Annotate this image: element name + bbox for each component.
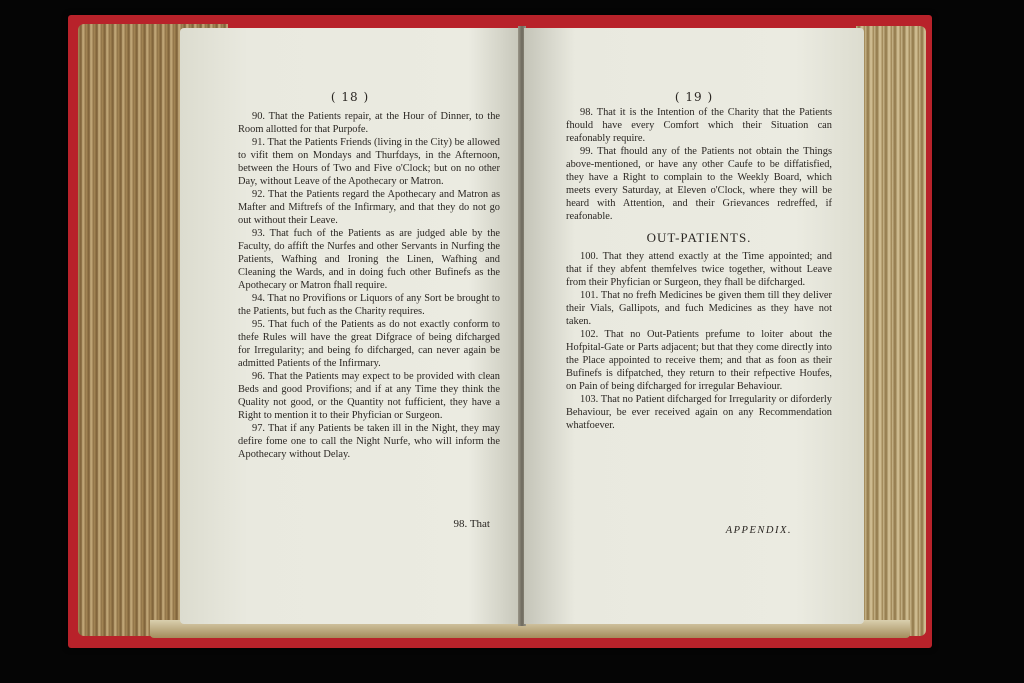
left-page-text: [238, 110, 500, 461]
rule-99: 99. That fhould any of the Patients not obtain the Things above-mentioned, or have any other Caufe to be diffatisfied, they have a Right to complain to the Weekly Board, which meets every Saturday, at Eleven o'Clock, where they will be heard with Attention, and their Grievances redreffed, if reafonable.: [566, 146, 832, 222]
left-page: [180, 28, 520, 624]
rule-95: 95. That fuch of the Patients as do not exactly conform to thefe Rules will have the great Difgrace of being difcharged for Irregularity; and being fo difcharged, can never again be admitted Patients of the Infirmary.: [238, 319, 500, 369]
right-page: [524, 28, 864, 624]
section-heading: OUT-PATIENTS.: [646, 230, 752, 245]
rule-101: 101. That no frefh Medicines be given them till they deliver their Vials, Gallipots, and fuch Medicines as they have not taken.: [566, 290, 832, 327]
rule-93: 93. That fuch of the Patients as are judged able by the Faculty, do affift the Nurfes and other Servants in Nurfing the Patients, Wafhing and Ironing the Linen, Wafhing and Cleaning the Wards, and in doing fuch other Bufinefs as the Apothecary or Matron fhall require.: [238, 228, 500, 291]
catchword: 98. That: [453, 518, 490, 530]
page-number-right: ( 19 ): [674, 90, 714, 104]
rule-98: 98. That it is the Intention of the Charity that the Patients fhould have every Comfort which their Situation can reafonably require.: [566, 107, 832, 144]
right-page-edges: [856, 26, 926, 636]
rule-102: 102. That no Out-Patients prefume to loiter about the Hofpital-Gate or Parts adjacent; but that they come directly into the Place appointed to receive them; and that as foon as their Bufinefs is difpatched, they return to their refpective Houfes, on Pain of being difcharged for irregular Behaviour.: [566, 329, 832, 392]
rule-91: 91. That the Patients Friends (living in the City) be allowed to vifit them on Mondays and Thurfdays, in the Afternoon, between the Hours of Two and Five o'Clock; but on no other Day, without Leave of the Apothecary or Matron.: [238, 137, 500, 187]
page-number-left: ( 18 ): [330, 90, 370, 104]
rule-90: 90. That the Patients repair, at the Hour of Dinner, to the Room allotted for that Purpofe.: [238, 111, 500, 135]
rule-94: 94. That no Provifions or Liquors of any Sort be brought to the Patients, but fuch as the Charity requires.: [238, 293, 500, 317]
rule-96: 96. That the Patients may expect to be provided with clean Beds and good Provifions; and if at any Time they think the Quality not good, or the Quantity not fufficient, they have a Right to mention it to their Phyfician or Surgeon.: [238, 371, 500, 421]
rule-103: 103. That no Patient difcharged for Irregularity or diforderly Behaviour, be ever received again on any Recommendation whatfoever.: [566, 394, 832, 431]
rule-100: 100. That they attend exactly at the Time appointed; and that if they abfent themfelves twice together, without Leave from their Phyfician or Surgeon, they fhall be difcharged.: [566, 251, 832, 288]
rule-97: 97. That if any Patients be taken ill in the Night, they may defire fome one to call the Night Nurfe, who will inform the Apothecary without Delay.: [238, 423, 500, 460]
right-page-text: [566, 106, 832, 432]
appendix-footer: APPENDIX.: [725, 525, 792, 536]
rule-92: 92. That the Patients regard the Apothecary and Matron as Mafter and Miftrefs of the Infirmary, and that they do not go out without their Leave.: [238, 189, 500, 226]
